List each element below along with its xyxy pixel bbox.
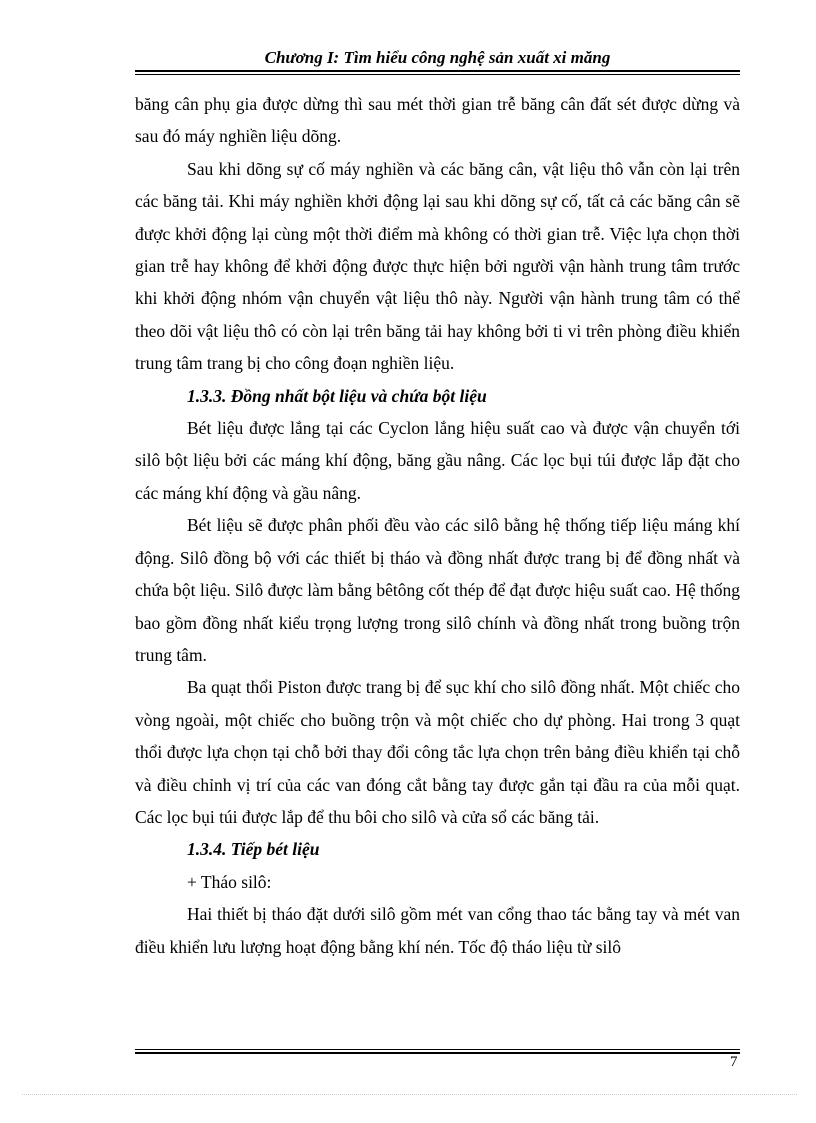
page-number: 7 bbox=[730, 1054, 738, 1070]
header-rule-thin bbox=[135, 74, 740, 75]
section-heading: 1.3.4. Tiếp bét liệu bbox=[187, 839, 320, 860]
list-item: + Tháo silô: bbox=[187, 871, 272, 892]
paragraph: Hai thiết bị tháo đặt dưới silô gồm mét van cổng thao tác bằng tay và mét van điều khiển lưu lượng hoạt động bằng khí nén. Tốc độ tháo liệu từ silô bbox=[135, 904, 740, 957]
paragraph: Bét liệu được lắng tại các Cyclon lắng hiệu suất cao và được vận chuyển tới silô bột liệu bởi các máng khí động, băng gầu nâng. Các lọc bụi túi được lắp đặt cho các máng khí động và gầu nâng. bbox=[135, 418, 740, 503]
paragraph: Sau khi dõng sự cố máy nghiền và các băng cân, vật liệu thô vẫn còn lại trên các băng tải. Khi máy nghiền khởi động lại sau khi dõng sự cố, tất cả các băng cân sẽ được khởi động lại cùng một thời điểm mà không có thời gian trễ. Việc lựa chọn thời gian trễ hay không để khởi động được thực hiện bởi người vận hành trung tâm trước khi khởi động nhóm vận chuyển vật liệu thô này. Người vận hành trung tâm có thể theo dõi vật liệu thô có còn lại trên băng tải hay không bởi ti vi trên phòng điều khiển trung tâm trang bị cho công đoạn nghiền liệu. bbox=[135, 158, 740, 374]
paragraph: băng cân phụ gia được dừng thì sau mét thời gian trễ băng cân đất sét được dừng và sau đó máy nghiền liệu dõng. bbox=[135, 94, 740, 147]
chapter-header: Chương I: Tìm hiểu công nghệ sản xuất xi măng bbox=[264, 48, 611, 67]
header-rule bbox=[135, 70, 740, 72]
paragraph: Ba quạt thổi Piston được trang bị để sục khí cho silô đồng nhất. Một chiếc cho vòng ngoài, một chiếc cho buồng trộn và một chiếc cho dự phòng. Hai trong 3 quạt thổi được lựa chọn tại chỗ bởi thay đổi công tắc lựa chọn trên bảng điều khiển tại chỗ và điều chỉnh vị trí của các van đóng cắt bằng tay được gắn tại đầu ra của mỗi quạt. Các lọc bụi túi được lắp để thu bôi cho silô và cửa sổ các băng tải. bbox=[135, 677, 740, 827]
page-edge-dots bbox=[22, 1094, 797, 1095]
footer-rule bbox=[135, 1052, 740, 1054]
paragraph: Bét liệu sẽ được phân phối đều vào các silô bằng hệ thống tiếp liệu máng khí động. Silô đồng bộ với các thiết bị tháo và đồng nhất được trang bị để đồng nhất và chứa bột liệu. Silô được làm bằng bêtông cốt thép để đạt được hiệu suất cao. Hệ thống bao gồm đồng nhất kiểu trọng lượng trong silô chính và đồng nhất trong buồng trộn trung tâm. bbox=[135, 515, 740, 665]
page-body bbox=[135, 88, 740, 963]
section-heading: 1.3.3. Đồng nhất bột liệu và chứa bột liệu bbox=[187, 385, 487, 406]
footer-rule-thin bbox=[135, 1049, 740, 1050]
